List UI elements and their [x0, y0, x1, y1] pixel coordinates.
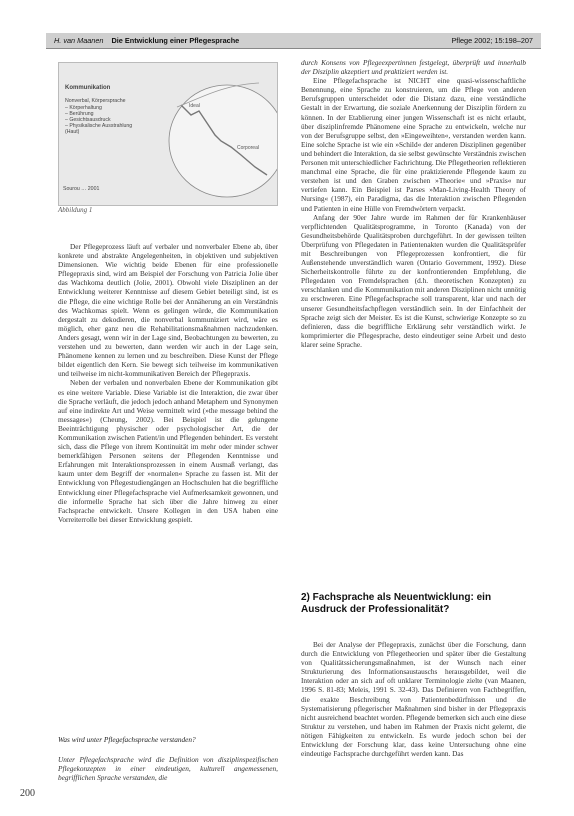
figure-caption: Abbildung 1 [58, 206, 93, 214]
body-paragraph: Eine Pflegefachsprache ist NICHT eine quasi-wissenschaftliche Benennung, eine Sprache zu konstruieren, um die Pflege von anderen Berufsgruppen unterscheidet oder die Distanz dazu, eine verständliche Gestalt in der Erwartung, die soziale Anerkennung der Disziplin fördern zu können. In der Etablierung einer jungen Wissenschaft ist es nicht erlaubt, über disziplinfremde Phänomene eine Sprache zu entwickeln, welche nur von der Berufsgruppe selbst, den »Eingeweihten«, verstanden werden kann. Eine solche Sprache ist wie ein »Schild« der anderen Disziplinen gegenüber und behindert die Interaktion, da sie selbst gewünschte Verständnis zwischen Personen mit unterschiedlicher Fachrichtung. Die Pflegetheorien reflektieren manchmal eine Sprache, die für eine praktizierende Pflegende kaum zu verstehen ist und den Graben zwischen »Theorie« und »Praxis« nur vertiefen kann. Ein Beispiel ist Parses »Man-Living-Health Theory of Nursing« (1987), ein Paradigma, das die Interaktion zwischen Pflegenden und Patienten in eine Hülle von Fremdwörtern verpackt. [301, 76, 526, 213]
section-heading: 2) Fachsprache als Neuentwicklung: ein Ausdruck der Professionalität? [301, 592, 492, 615]
figure-list-item: – Physikalische Ausstrahlung [65, 123, 133, 129]
figure-list [65, 105, 132, 135]
figure-subtitle: Nonverbal, Körpersprache [65, 98, 126, 104]
body-paragraph: Anfang der 90er Jahre wurde im Rahmen der für Krankenhäuser verpflichtenden Qualitätsprogramme, in Toronto (Kanada) von der Gesundheitsbehörde Qualitätsproben durchgeführt. In der gewissen teilten Überprüfung von Pflegedaten in Patientenakten wurden die Qualitätsprüfer mit Beschreibungen von Pflegeprozessen konfrontiert, die für Außenstehende unverständlich waren (Ontario Government, 1992). Diese Sicherheitskontrolle führte zu der konfrontierenden Empfehlung, die Pflegedaten von Fremdelsprachen (d.h. theoretischen Konzepten) zu verschlanken und die Kommunikation mit anderen Disziplinen nicht unnötig zu erschweren. Eine Pflegefachsprache soll transparent, klar und nach der unserer Gesundheitsfachpflegen verständlich sein. In der Einfachheit der Sprache zeigt sich der Meister. Es ist die Kunst, schwierige Konzepte so zu definieren, dass die begriffliche Erklärung sehr verständlich wirkt. Je komprimierter die Pflegesprache, desto eindeutiger seine Arbeit und desto klarer seine Sprache. [301, 212, 526, 349]
body-paragraph: Bei der Analyse der Pflegepraxis, zunächst über die Forschung, dann durch die Entwicklung von Pflegetheorien und später über die Gestaltung von Qualitätssicherungsmaßnahmen, ist der Wunsch nach einer Strukturierung des Informationsaustauschs herausgebildet, weil die Interaktion oder an sich auf oft unklarer Terminologie zielte (van Maanen, 1996 S. 81-83; Meleis, 1991 S. 32-43). Das Definieren von Fachbegriffen, die exakte Beschreibung von Patientenbedürfnissen und die Systematisierung pflegerischer Maßnahmen sind bisher in der Pflegepraxis nicht ausreichend beachtet worden. Pflegende bemerken sich auch eine diese Struktur zu verstehen, und haben im Rahmen der Praxis nicht gelernt, die nötigen Fähigkeiten zu entwickeln. Es wurde jedoch schon bei der Entwicklung der Forschung klar, dass keine Untersuchung ohne eine eindeutige Fachsprache durchgeführt werden kann. Das [301, 640, 526, 759]
figure-label-upper: Ideal [189, 103, 200, 109]
figure-list-item: – Berührung [65, 111, 94, 117]
header-journal: Pflege 2002; 15:198–207 [451, 36, 533, 45]
figure-list-item: (Haut) [65, 129, 80, 135]
page-number: 200 [20, 788, 35, 799]
header-title: Die Entwicklung einer Pflegesprache [111, 36, 240, 45]
figure-credit: Sourou … 2001 [63, 186, 100, 192]
header-left [54, 33, 239, 49]
intro-paragraph: durch Konsens von Pflegeexpertinnen festgelegt, überprüft und innerhalb der Disziplin akzeptiert und praktiziert werden ist. [301, 58, 526, 77]
right-column-body [301, 58, 526, 570]
body-paragraph: Der Pflegeprozess läuft auf verbaler und nonverbaler Ebene ab, über konkrete und abstrakte Angelegenheiten, in objektiven und subjektiven Dimensionen. Wie wichtig beide Ebenen für eine professionelle Pflegepraxis sind, wird am Beispiel der Forschung von Patricia Jolie über das Wachkoma deutlich (Jolie, 2001). Obwohl viele Disziplinen an der Entwicklung weiterer Kenntnisse auf diesem Gebiet beteiligt sind, ist es die Pflege, die eine wichtige Rolle bei der Annäherung an ein Verständnis des Wachkomas spielt. Wenn es gelingen würde, die Kommunikation dergestalt zu dekodieren, die nonverbal kommuniziert wird, wäre es möglich, eher ganz neu die Rehabilitationsmaßnahmen nachzudenken. Anders gesagt, wenn wir in der Lage sind, Beobachtungen zu bewerten, zu verstehen und zu bewerten, dann werden wir auch in der Lage sein, Phänomene kennen zu lernen und zu beschreiben. Diese Kunst der Pflege bildet eigentlich den Kern. Sie bewegt sich teilweise im kommunikativen und teilweise im nicht-kommunikativen Bereich der Pflegepraxis. [58, 242, 278, 379]
figure-circle [169, 85, 278, 197]
left-column-body [58, 242, 278, 718]
running-header [46, 33, 541, 49]
left-column-continuation [58, 755, 278, 809]
right-column-section-body [301, 640, 526, 808]
figure-label-lower: Corporeal [237, 145, 259, 151]
header-author: H. van Maanen [54, 36, 104, 45]
figure-list-item: – Gesichtsausdruck [65, 117, 111, 123]
subheading: Was wird unter Pflegefachsprache verstanden? [58, 735, 196, 744]
communication-figure [58, 62, 278, 206]
body-paragraph: Neben der verbalen und nonverbalen Ebene der Kommunikation gibt es eine weitere Variable. Diese Variable ist die Interaktion, die zwar über die Sprache verläuft, die jedoch jedoch anhand Metaphern und Synonymen auf eine indirekte Art und Weise vermittelt wird (»the message behind the messages«) (Cheung, 2002). Bei Beispiel ist die gelungene Beeinträchtigung physischer oder psychologischer Art, die der Kommunikation zwischen Patient/in und Pflegenden behindert. Es versteht sich, dass die Pflege von ihrem Kontinuität im mehr oder minder schwer bemerkfähigen Personen seitens der Pflegenden Kenntnisse und Erfahrungen mit Interaktionsprozessen in einem Ausmaß verlangt, das kaum unter dem Begriff der »normalen« Sprache zu fassen ist. Mit der Entwicklung von Pflegestudiengängen an Hochschulen hat die begriffliche Entwicklung einer Pflegefachsprache viel Aufmerksamkeit gewonnen, und die informelle Sprache hat sich über die Jahre hinweg zu einer Fachsprache entwickelt. Unsere Kollegen in den USA haben eine Vorreiterrolle bei dieser Entwicklung gespielt. [58, 378, 278, 524]
figure-list-item: – Körperhaltung [65, 105, 102, 111]
figure-title: Kommunikation [65, 85, 111, 91]
body-paragraph: Unter Pflegefachsprache wird die Definition von disziplinspezifischen Pflegekonzepten in einer eindeutigen, kulturell angemessenen, begrifflichen Sprache verstanden, die [58, 755, 278, 783]
